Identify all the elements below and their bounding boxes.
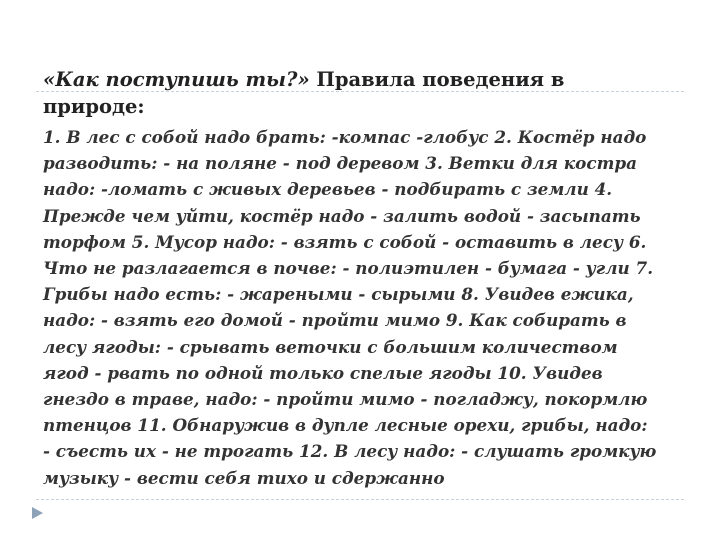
text-line: лесу ягоды: - срывать веточки с большим количеством xyxy=(43,336,618,357)
text-line: музыку - вести себя тихо и сдержанно xyxy=(43,467,445,488)
text-line: 1. В лес с собой надо брать: -компас -глобус 2. Костёр надо xyxy=(43,127,647,147)
text-line: ягод - рвать по одной только спелые ягоды 10. Увидев xyxy=(43,362,603,383)
text-line: надо: - взять его домой - пройти мимо 9. Как собирать в xyxy=(43,310,627,331)
text-line: торфом 5. Мусор надо: - взять с собой - оставить в лесу 6. xyxy=(43,231,647,252)
title-quote: «Как поступишь ты?» xyxy=(43,68,310,91)
text-line: птенцов 11. Обнаружив в дупле лесные орехи, грибы, надо: xyxy=(43,415,648,436)
text-line: гнездо в траве, надо: - пройти мимо - погладжу, покормлю xyxy=(43,389,648,410)
text-line: - съесть их - не трогать 12. В лесу надо: - слушать громкую xyxy=(43,441,657,462)
text-line: Что не разлагается в почве: - полиэтилен - бумага - угли 7. xyxy=(43,258,654,279)
title-main: Правила поведения в xyxy=(309,68,565,91)
text-line: Прежде чем уйти, костёр надо - залить водой - засыпать xyxy=(43,205,641,226)
slide-title xyxy=(43,66,663,120)
quiz-text xyxy=(43,124,683,491)
title-line-2: природе: xyxy=(43,95,145,118)
triangle-arrow-icon xyxy=(30,505,44,521)
text-line: разводить: - на поляне - под деревом 3. Ветки для костра xyxy=(43,153,637,174)
text-line: надо: -ломать с живых деревьев - подбирать с земли 4. xyxy=(43,179,613,200)
text-line: Грибы надо есть: - жареными - сырыми 8. Увидев ежика, xyxy=(43,284,634,305)
bottom-divider xyxy=(36,499,684,500)
